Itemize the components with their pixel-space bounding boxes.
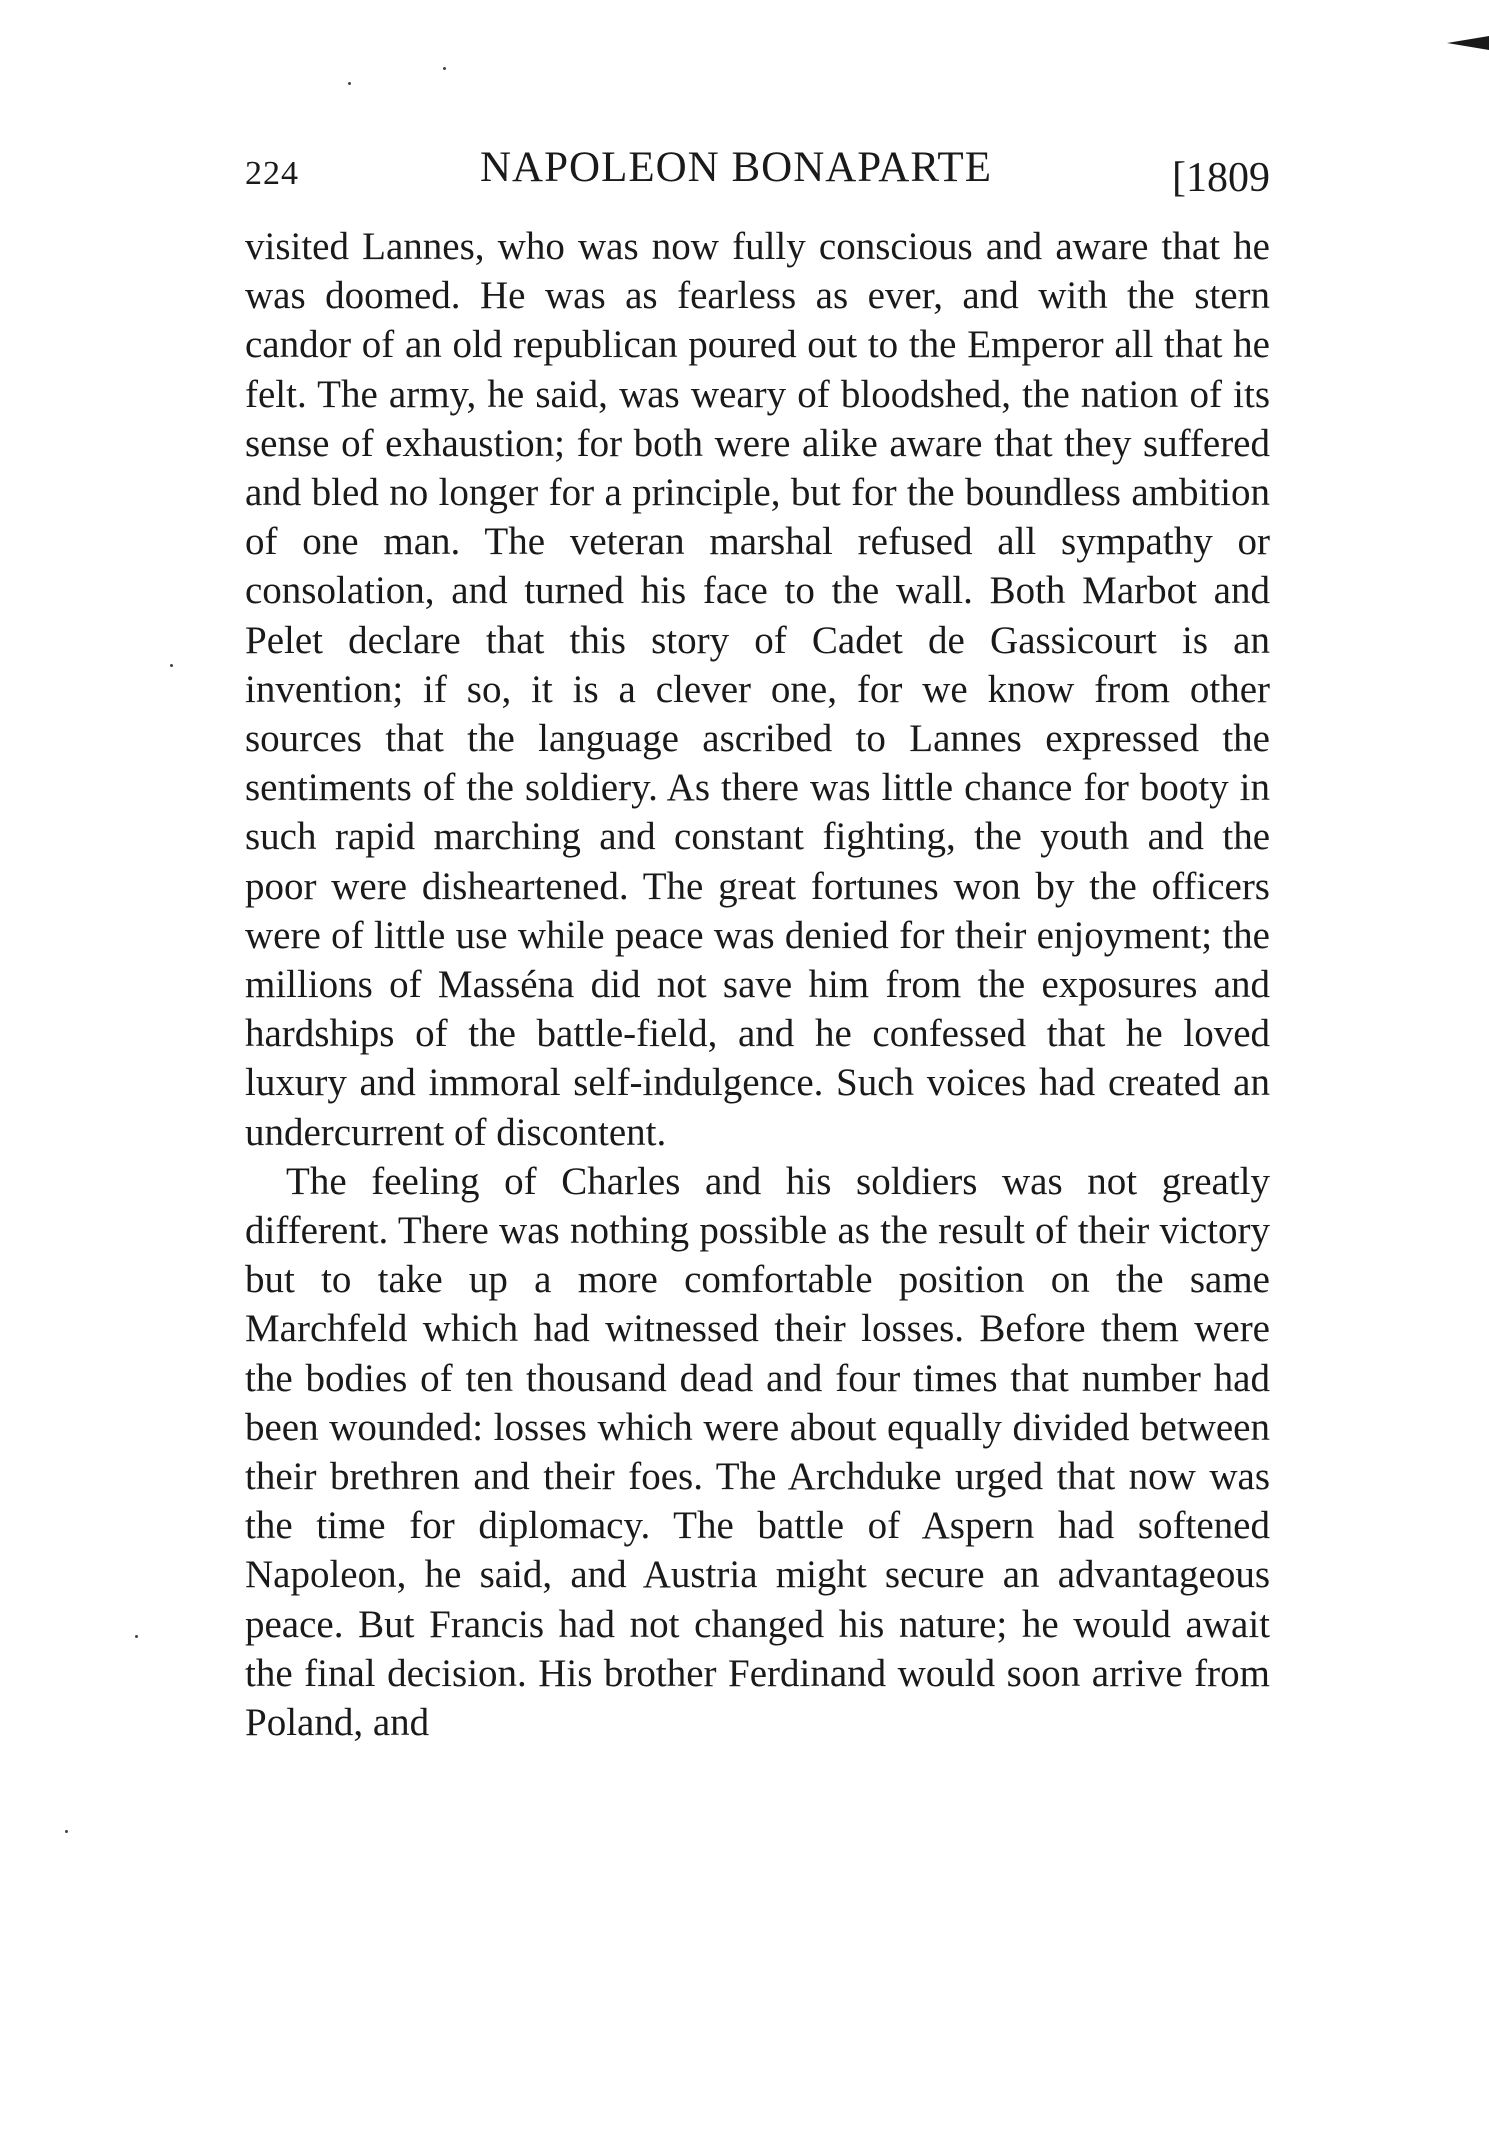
body-text xyxy=(245,222,1270,1747)
year-marker: [1809 xyxy=(1172,155,1270,201)
page-speck xyxy=(170,664,173,667)
page-edge-mark xyxy=(1447,36,1489,50)
page-speck xyxy=(348,82,351,85)
page-number: 224 xyxy=(245,155,299,192)
paragraph: The feeling of Charles and his soldiers was not greatly different. There was nothing possible as the result of their victory but to take up a more comfortable position on the same Marchfeld which had witnessed their losses. Before them were the bodies of ten thousand dead and four times that number had been wounded: losses which were about equally divided between their brethren and their foes. The Archduke urged that now was the time for diplomacy. The battle of Aspern had softened Napoleon, he said, and Austria might secure an advantageous peace. But Francis had not changed his nature; he would await the final decision. His brother Ferdinand would soon arrive from Poland, and xyxy=(245,1159,1270,1745)
running-header xyxy=(245,138,1270,201)
page-speck xyxy=(135,1635,138,1638)
book-title: NAPOLEON BONAPARTE xyxy=(480,144,992,191)
paragraph: visited Lannes, who was now fully conscious and aware that he was doomed. He was as fearless as ever, and with the stern candor of an old republican poured out to the Emperor all that he felt. The army, he said, was weary of bloodshed, the nation of its sense of exhaustion; for both were alike aware that they suffered and bled no longer for a principle, but for the boundless ambition of one man. The veteran marshal refused all sympathy or consolation, and turned his face to the wall. Both Marbot and Pelet declare that this story of Cadet de Gassicourt is an invention; if so, it is a clever one, for we know from other sources that the language ascribed to Lannes expressed the sentiments of the soldiery. As there was little chance for booty in such rapid marching and constant fighting, the youth and the poor were disheartened. The great fortunes won by the officers were of little use while peace was denied for their enjoyment; the millions of Masséna did not save him from the exposures and hardships of the battle-field, and he confessed that he loved luxury and immoral self-indulgence. Such voices had created an undercurrent of discontent. xyxy=(245,225,1270,1154)
page-speck xyxy=(65,1830,68,1833)
page-speck xyxy=(443,67,446,70)
